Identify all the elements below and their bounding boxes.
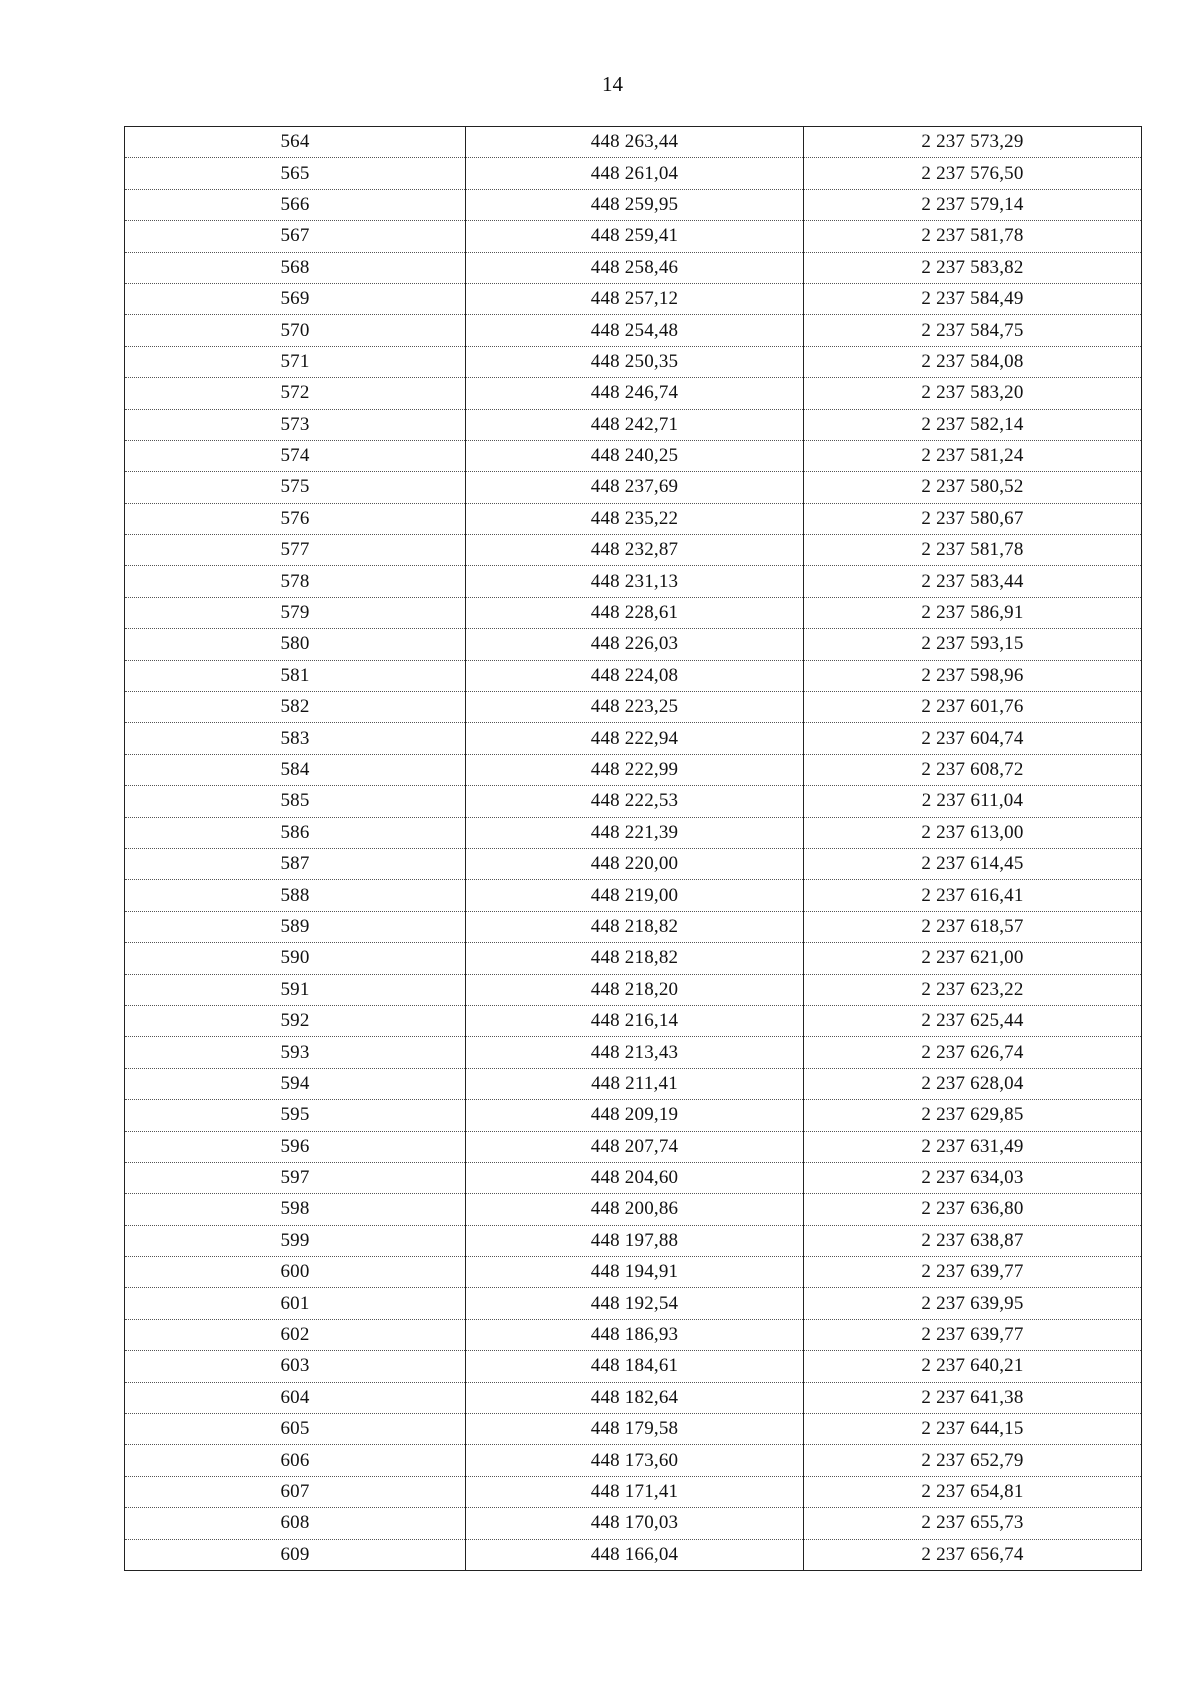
y-coordinate-cell: 2 237 636,80 <box>804 1194 1142 1225</box>
point-number-cell: 570 <box>125 315 466 346</box>
y-coordinate-cell: 2 237 641,38 <box>804 1382 1142 1413</box>
point-number-cell: 577 <box>125 535 466 566</box>
x-coordinate-cell: 448 259,95 <box>466 189 804 220</box>
x-coordinate-cell: 448 257,12 <box>466 283 804 314</box>
point-number-cell: 591 <box>125 974 466 1005</box>
point-number-cell: 585 <box>125 786 466 817</box>
point-number-cell: 606 <box>125 1445 466 1476</box>
y-coordinate-cell: 2 237 611,04 <box>804 786 1142 817</box>
x-coordinate-cell: 448 222,53 <box>466 786 804 817</box>
point-number-cell: 596 <box>125 1131 466 1162</box>
y-coordinate-cell: 2 237 579,14 <box>804 189 1142 220</box>
point-number-cell: 588 <box>125 880 466 911</box>
point-number-cell: 567 <box>125 221 466 252</box>
table-row <box>125 566 1142 597</box>
y-coordinate-cell: 2 237 640,21 <box>804 1351 1142 1382</box>
x-coordinate-cell: 448 186,93 <box>466 1319 804 1350</box>
x-coordinate-cell: 448 224,08 <box>466 660 804 691</box>
table-row <box>125 660 1142 691</box>
point-number-cell: 601 <box>125 1288 466 1319</box>
y-coordinate-cell: 2 237 614,45 <box>804 848 1142 879</box>
x-coordinate-cell: 448 232,87 <box>466 535 804 566</box>
table-row <box>125 409 1142 440</box>
x-coordinate-cell: 448 200,86 <box>466 1194 804 1225</box>
table-row <box>125 754 1142 785</box>
y-coordinate-cell: 2 237 618,57 <box>804 911 1142 942</box>
y-coordinate-cell: 2 237 652,79 <box>804 1445 1142 1476</box>
table-row <box>125 158 1142 189</box>
y-coordinate-cell: 2 237 639,77 <box>804 1319 1142 1350</box>
x-coordinate-cell: 448 250,35 <box>466 346 804 377</box>
point-number-cell: 590 <box>125 943 466 974</box>
y-coordinate-cell: 2 237 613,00 <box>804 817 1142 848</box>
table-row <box>125 1414 1142 1445</box>
x-coordinate-cell: 448 197,88 <box>466 1225 804 1256</box>
table-row <box>125 1131 1142 1162</box>
table-row <box>125 1539 1142 1570</box>
x-coordinate-cell: 448 209,19 <box>466 1100 804 1131</box>
x-coordinate-cell: 448 228,61 <box>466 597 804 628</box>
y-coordinate-cell: 2 237 631,49 <box>804 1131 1142 1162</box>
x-coordinate-cell: 448 254,48 <box>466 315 804 346</box>
x-coordinate-cell: 448 171,41 <box>466 1476 804 1507</box>
y-coordinate-cell: 2 237 584,49 <box>804 283 1142 314</box>
x-coordinate-cell: 448 246,74 <box>466 378 804 409</box>
x-coordinate-cell: 448 211,41 <box>466 1068 804 1099</box>
coordinates-table-body <box>125 127 1142 1571</box>
point-number-cell: 573 <box>125 409 466 440</box>
point-number-cell: 574 <box>125 440 466 471</box>
table-row <box>125 723 1142 754</box>
table-row <box>125 1037 1142 1068</box>
point-number-cell: 592 <box>125 1005 466 1036</box>
y-coordinate-cell: 2 237 623,22 <box>804 974 1142 1005</box>
x-coordinate-cell: 448 221,39 <box>466 817 804 848</box>
x-coordinate-cell: 448 261,04 <box>466 158 804 189</box>
table-row <box>125 535 1142 566</box>
point-number-cell: 579 <box>125 597 466 628</box>
y-coordinate-cell: 2 237 654,81 <box>804 1476 1142 1507</box>
y-coordinate-cell: 2 237 584,75 <box>804 315 1142 346</box>
table-row <box>125 1068 1142 1099</box>
table-row <box>125 943 1142 974</box>
x-coordinate-cell: 448 231,13 <box>466 566 804 597</box>
table-row <box>125 692 1142 723</box>
table-row <box>125 848 1142 879</box>
table-row <box>125 189 1142 220</box>
x-coordinate-cell: 448 235,22 <box>466 503 804 534</box>
y-coordinate-cell: 2 237 576,50 <box>804 158 1142 189</box>
point-number-cell: 603 <box>125 1351 466 1382</box>
table-row <box>125 1319 1142 1350</box>
table-row <box>125 1005 1142 1036</box>
point-number-cell: 564 <box>125 127 466 158</box>
table-row <box>125 503 1142 534</box>
y-coordinate-cell: 2 237 583,44 <box>804 566 1142 597</box>
point-number-cell: 568 <box>125 252 466 283</box>
table-row <box>125 786 1142 817</box>
table-row <box>125 472 1142 503</box>
point-number-cell: 583 <box>125 723 466 754</box>
point-number-cell: 581 <box>125 660 466 691</box>
point-number-cell: 607 <box>125 1476 466 1507</box>
point-number-cell: 580 <box>125 629 466 660</box>
y-coordinate-cell: 2 237 593,15 <box>804 629 1142 660</box>
point-number-cell: 597 <box>125 1162 466 1193</box>
coordinates-table <box>124 126 1142 1571</box>
table-row <box>125 283 1142 314</box>
point-number-cell: 599 <box>125 1225 466 1256</box>
point-number-cell: 609 <box>125 1539 466 1570</box>
table-row <box>125 1476 1142 1507</box>
table-row <box>125 974 1142 1005</box>
table-row <box>125 252 1142 283</box>
table-row <box>125 817 1142 848</box>
point-number-cell: 600 <box>125 1257 466 1288</box>
x-coordinate-cell: 448 226,03 <box>466 629 804 660</box>
y-coordinate-cell: 2 237 616,41 <box>804 880 1142 911</box>
table-row <box>125 880 1142 911</box>
table-row <box>125 315 1142 346</box>
point-number-cell: 586 <box>125 817 466 848</box>
y-coordinate-cell: 2 237 638,87 <box>804 1225 1142 1256</box>
table-row <box>125 1100 1142 1131</box>
table-row <box>125 127 1142 158</box>
y-coordinate-cell: 2 237 656,74 <box>804 1539 1142 1570</box>
x-coordinate-cell: 448 218,82 <box>466 911 804 942</box>
x-coordinate-cell: 448 222,99 <box>466 754 804 785</box>
point-number-cell: 604 <box>125 1382 466 1413</box>
y-coordinate-cell: 2 237 604,74 <box>804 723 1142 754</box>
point-number-cell: 589 <box>125 911 466 942</box>
point-number-cell: 572 <box>125 378 466 409</box>
table-row <box>125 629 1142 660</box>
table-row <box>125 378 1142 409</box>
table-row <box>125 597 1142 628</box>
y-coordinate-cell: 2 237 601,76 <box>804 692 1142 723</box>
point-number-cell: 605 <box>125 1414 466 1445</box>
y-coordinate-cell: 2 237 584,08 <box>804 346 1142 377</box>
page-number: 14 <box>602 72 623 96</box>
y-coordinate-cell: 2 237 655,73 <box>804 1508 1142 1539</box>
table-row <box>125 1382 1142 1413</box>
x-coordinate-cell: 448 173,60 <box>466 1445 804 1476</box>
x-coordinate-cell: 448 237,69 <box>466 472 804 503</box>
point-number-cell: 566 <box>125 189 466 220</box>
y-coordinate-cell: 2 237 628,04 <box>804 1068 1142 1099</box>
x-coordinate-cell: 448 216,14 <box>466 1005 804 1036</box>
x-coordinate-cell: 448 222,94 <box>466 723 804 754</box>
y-coordinate-cell: 2 237 629,85 <box>804 1100 1142 1131</box>
y-coordinate-cell: 2 237 634,03 <box>804 1162 1142 1193</box>
x-coordinate-cell: 448 194,91 <box>466 1257 804 1288</box>
y-coordinate-cell: 2 237 581,24 <box>804 440 1142 471</box>
x-coordinate-cell: 448 218,82 <box>466 943 804 974</box>
point-number-cell: 565 <box>125 158 466 189</box>
x-coordinate-cell: 448 166,04 <box>466 1539 804 1570</box>
point-number-cell: 608 <box>125 1508 466 1539</box>
y-coordinate-cell: 2 237 581,78 <box>804 221 1142 252</box>
y-coordinate-cell: 2 237 580,67 <box>804 503 1142 534</box>
x-coordinate-cell: 448 263,44 <box>466 127 804 158</box>
table-row <box>125 221 1142 252</box>
table-row <box>125 1225 1142 1256</box>
y-coordinate-cell: 2 237 625,44 <box>804 1005 1142 1036</box>
y-coordinate-cell: 2 237 626,74 <box>804 1037 1142 1068</box>
y-coordinate-cell: 2 237 583,20 <box>804 378 1142 409</box>
table-row <box>125 1351 1142 1382</box>
table-row <box>125 1445 1142 1476</box>
y-coordinate-cell: 2 237 608,72 <box>804 754 1142 785</box>
y-coordinate-cell: 2 237 586,91 <box>804 597 1142 628</box>
y-coordinate-cell: 2 237 580,52 <box>804 472 1142 503</box>
point-number-cell: 595 <box>125 1100 466 1131</box>
x-coordinate-cell: 448 223,25 <box>466 692 804 723</box>
point-number-cell: 575 <box>125 472 466 503</box>
table-row <box>125 1508 1142 1539</box>
point-number-cell: 584 <box>125 754 466 785</box>
table-row <box>125 1288 1142 1319</box>
x-coordinate-cell: 448 204,60 <box>466 1162 804 1193</box>
table-row <box>125 1194 1142 1225</box>
x-coordinate-cell: 448 259,41 <box>466 221 804 252</box>
point-number-cell: 587 <box>125 848 466 879</box>
x-coordinate-cell: 448 170,03 <box>466 1508 804 1539</box>
y-coordinate-cell: 2 237 581,78 <box>804 535 1142 566</box>
y-coordinate-cell: 2 237 639,95 <box>804 1288 1142 1319</box>
table-row <box>125 1257 1142 1288</box>
y-coordinate-cell: 2 237 621,00 <box>804 943 1142 974</box>
x-coordinate-cell: 448 218,20 <box>466 974 804 1005</box>
point-number-cell: 582 <box>125 692 466 723</box>
y-coordinate-cell: 2 237 573,29 <box>804 127 1142 158</box>
y-coordinate-cell: 2 237 583,82 <box>804 252 1142 283</box>
point-number-cell: 569 <box>125 283 466 314</box>
point-number-cell: 571 <box>125 346 466 377</box>
x-coordinate-cell: 448 207,74 <box>466 1131 804 1162</box>
x-coordinate-cell: 448 220,00 <box>466 848 804 879</box>
table-row <box>125 1162 1142 1193</box>
table-row <box>125 911 1142 942</box>
point-number-cell: 598 <box>125 1194 466 1225</box>
table-row <box>125 440 1142 471</box>
y-coordinate-cell: 2 237 582,14 <box>804 409 1142 440</box>
x-coordinate-cell: 448 179,58 <box>466 1414 804 1445</box>
x-coordinate-cell: 448 192,54 <box>466 1288 804 1319</box>
x-coordinate-cell: 448 182,64 <box>466 1382 804 1413</box>
point-number-cell: 578 <box>125 566 466 597</box>
x-coordinate-cell: 448 258,46 <box>466 252 804 283</box>
y-coordinate-cell: 2 237 644,15 <box>804 1414 1142 1445</box>
point-number-cell: 576 <box>125 503 466 534</box>
x-coordinate-cell: 448 242,71 <box>466 409 804 440</box>
x-coordinate-cell: 448 240,25 <box>466 440 804 471</box>
x-coordinate-cell: 448 219,00 <box>466 880 804 911</box>
y-coordinate-cell: 2 237 598,96 <box>804 660 1142 691</box>
point-number-cell: 602 <box>125 1319 466 1350</box>
y-coordinate-cell: 2 237 639,77 <box>804 1257 1142 1288</box>
table-row <box>125 346 1142 377</box>
point-number-cell: 593 <box>125 1037 466 1068</box>
x-coordinate-cell: 448 184,61 <box>466 1351 804 1382</box>
point-number-cell: 594 <box>125 1068 466 1099</box>
x-coordinate-cell: 448 213,43 <box>466 1037 804 1068</box>
